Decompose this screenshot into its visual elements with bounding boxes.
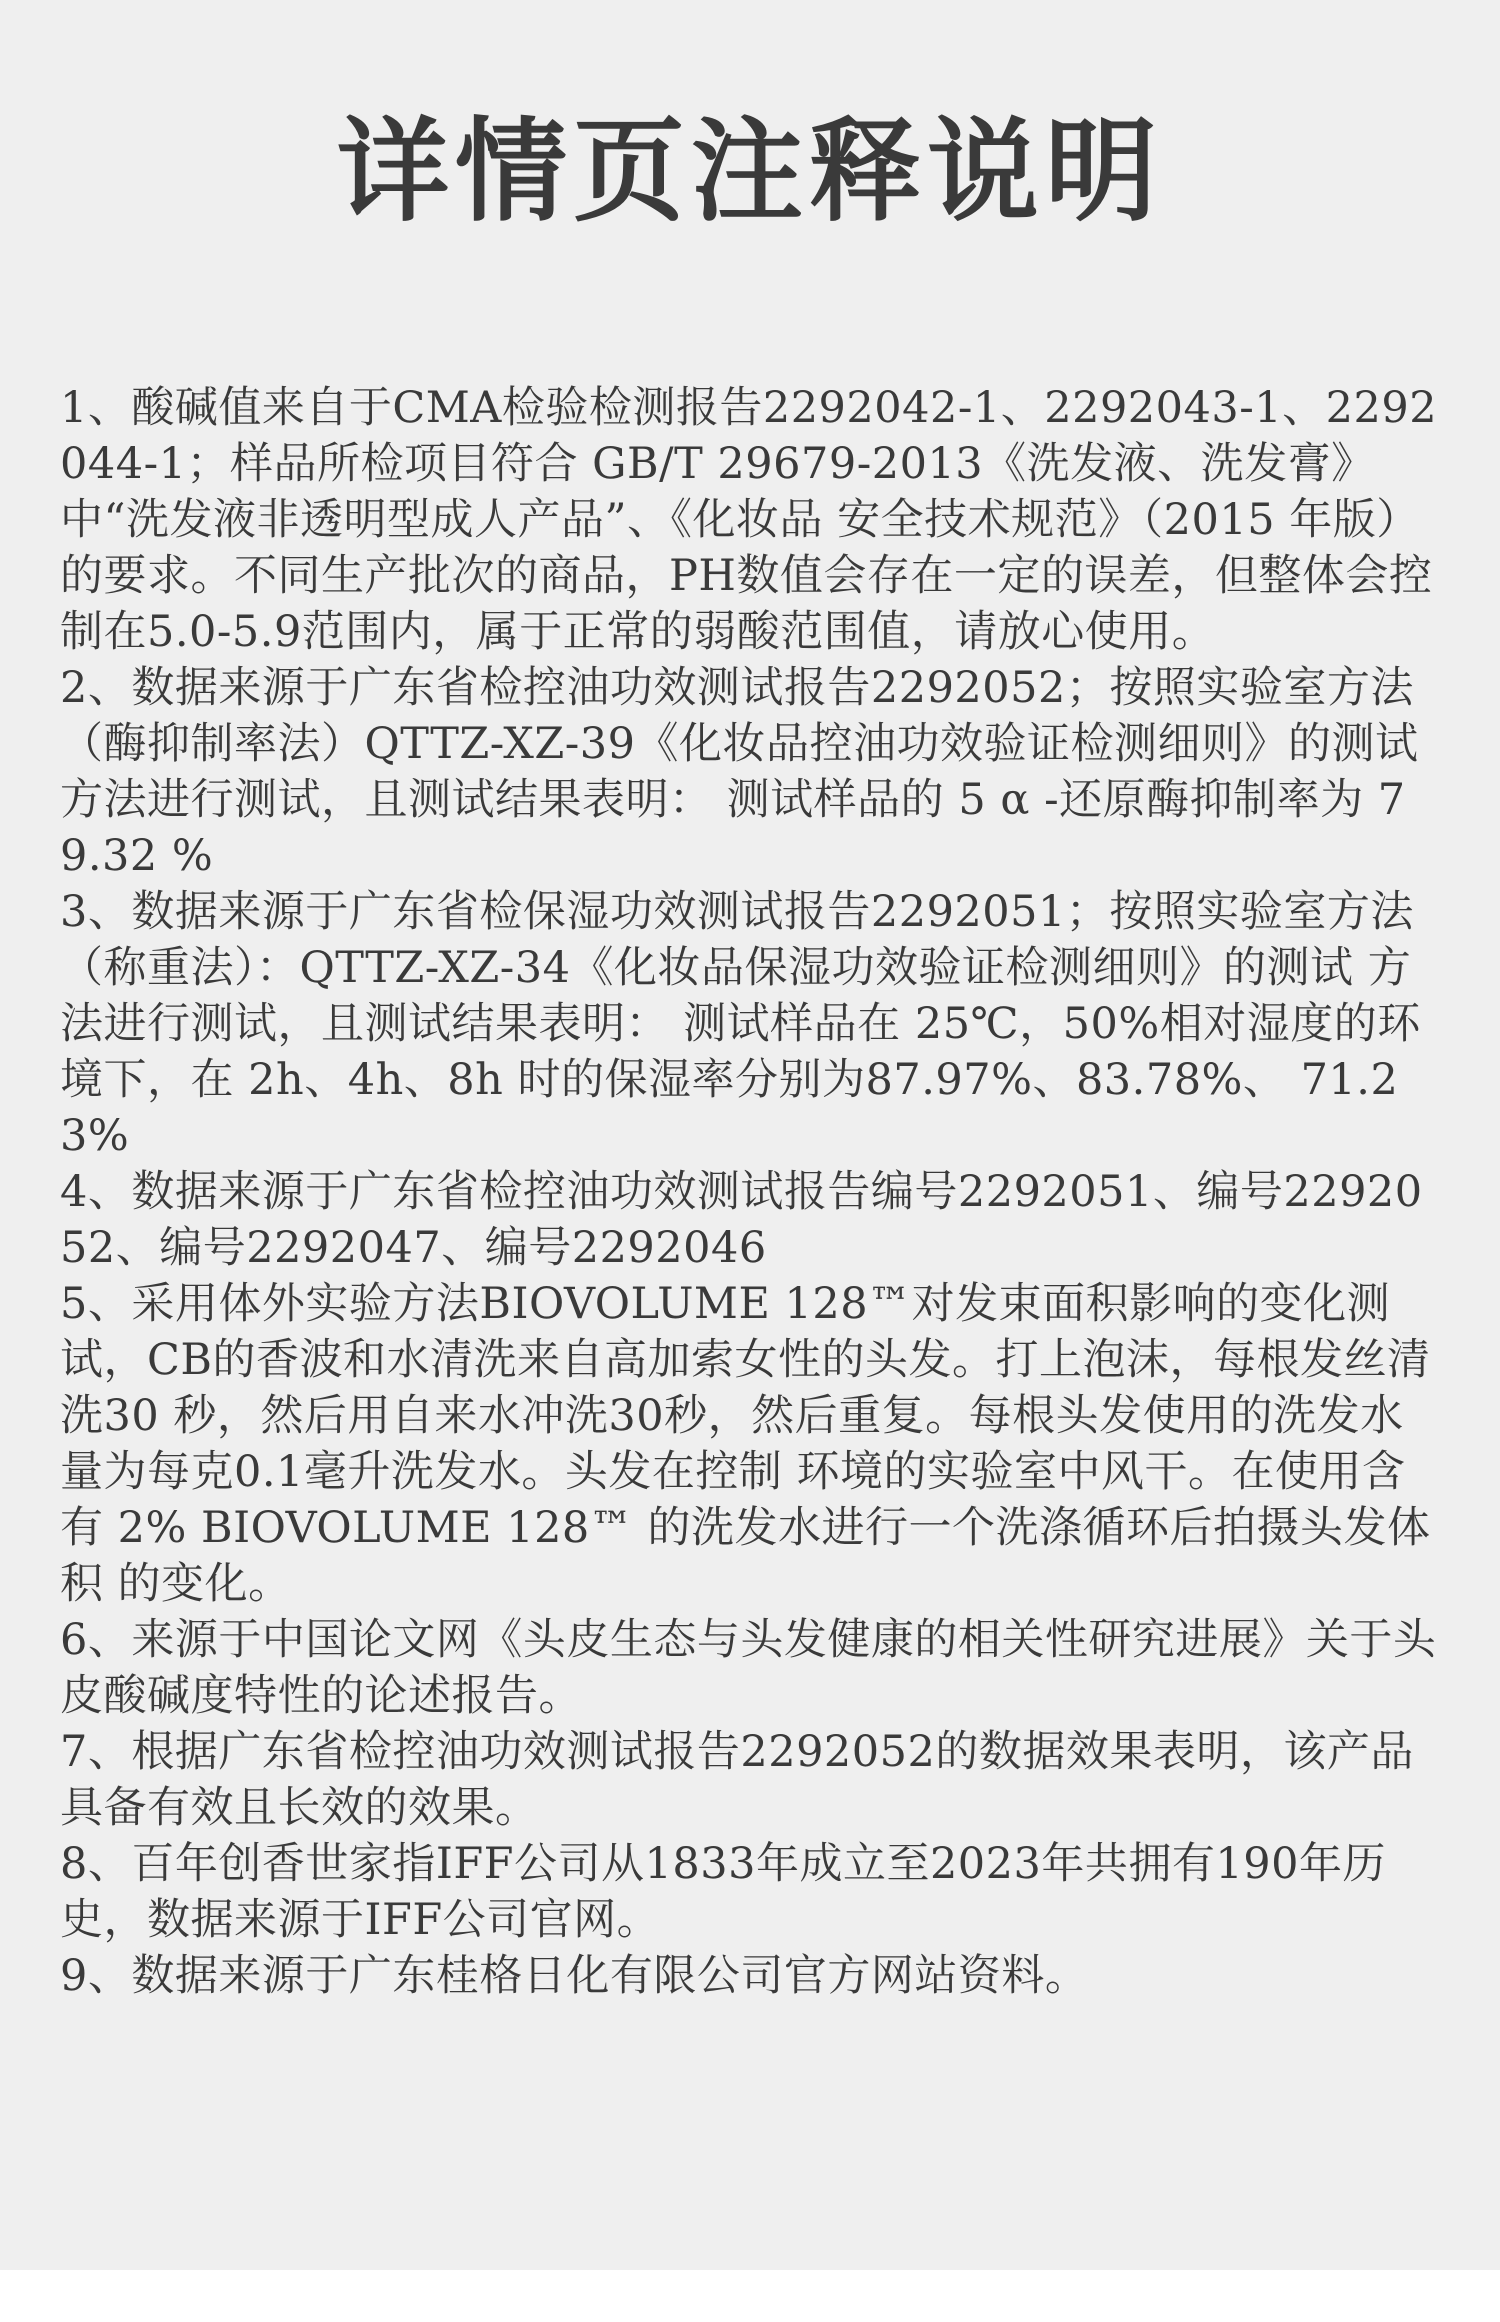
note-item-6: 6、来源于中国论文网《头皮生态与头发健康的相关性研究进展》关于头皮酸碱度特性的论述报告。 bbox=[60, 1615, 1437, 1721]
notes-list bbox=[60, 380, 1445, 2004]
note-item-8: 8、百年创香世家指IFF公司从1833年成立至2023年共拥有190年历史，数据来源于IFF公司官网。 bbox=[60, 1839, 1386, 1945]
note-item-7: 7、根据广东省检控油功效测试报告2292052的数据效果表明，该产品具备有效且长效的效果。 bbox=[60, 1727, 1414, 1833]
note-item-4: 4、数据来源于广东省检控油功效测试报告编号2292051、编号2292052、编号2292047、编号2292046 bbox=[60, 1167, 1423, 1273]
note-item-3: 3、数据来源于广东省检保湿功效测试报告2292051；按照实验室方法（称重法）：QTTZ-XZ-34《化妆品保湿功效验证检测细则》的测试 方法进行测试，且测试结果表明： 测试样品在 25℃，50%相对湿度的环境下，在 2h、4h、8h 时的保湿率分别为87.97%、83.78%、 71.23% bbox=[60, 887, 1421, 1161]
note-item-9: 9、数据来源于广东桂格日化有限公司官方网站资料。 bbox=[60, 1951, 1089, 2001]
bottom-white-band bbox=[0, 2270, 1500, 2322]
note-item-5: 5、采用体外实验方法BIOVOLUME 128™对发束面积影响的变化测试，CB的香波和水清洗来自高加索女性的头发。打上泡沫，每根发丝清洗30 秒，然后用自来水冲洗30秒，然后重复。每根头发使用的洗发水量为每克0.1毫升洗发水。头发在控制 环境的实验室中风干。在使用含有 2% BIOVOLUME 128™ 的洗发水进行一个洗涤循环后拍摄头发体积 的变化。 bbox=[60, 1279, 1431, 1609]
note-item-2: 2、数据来源于广东省检控油功效测试报告2292052；按照实验室方法（酶抑制率法）QTTZ-XZ-39《化妆品控油功效验证检测细则》的测试方法进行测试，且测试结果表明： 测试样品的 5 α -还原酶抑制率为 79.32 % bbox=[60, 663, 1419, 881]
page-title: 详情页注释说明 bbox=[337, 106, 1163, 237]
note-item-1: 1、酸碱值来自于CMA检验检测报告2292042-1、2292043-1、2292044-1；样品所检项目符合 GB/T 29679-2013《洗发液、洗发膏》中“洗发液非透明型成人产品”、《化妆品 安全技术规范》（2015 年版）的要求。不同生产批次的商品，PH数值会存在一定的误差，但整体会控制在5.0-5.9范围内，属于正常的弱酸范围值，请放心使用。 bbox=[60, 383, 1438, 657]
